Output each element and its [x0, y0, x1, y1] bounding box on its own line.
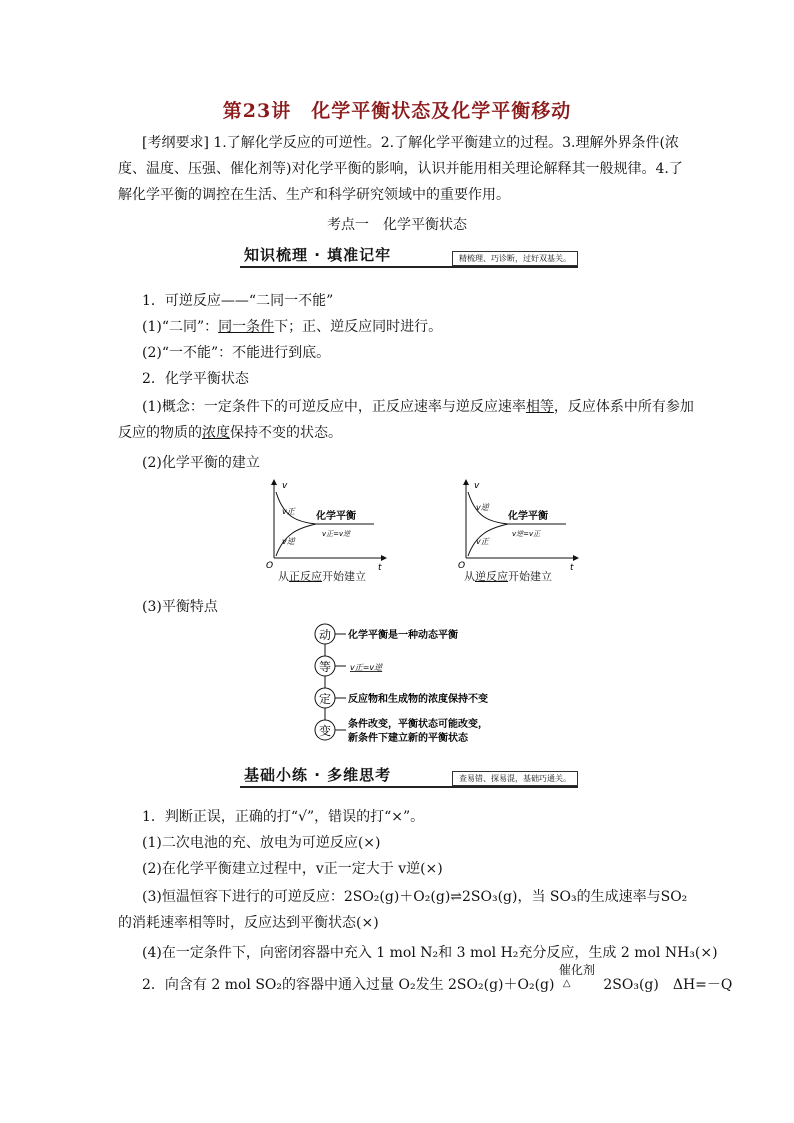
kp-item-2: 2．化学平衡状态	[142, 371, 249, 387]
feature-bian	[315, 717, 488, 744]
y-axis-label: v	[474, 481, 480, 491]
kp-item-2c: (3)平衡特点	[142, 599, 218, 615]
feature-deng	[315, 656, 383, 676]
eq-label: v正=v逆	[322, 530, 351, 538]
band-tag: 精梳理、巧诊断，过好双基关。	[452, 251, 578, 266]
band-heading: 基础小练 · 多维思考	[244, 766, 392, 784]
requirements-label: [考纲要求]	[142, 135, 209, 151]
y-axis-label: v	[282, 481, 288, 491]
section-band-knowledge	[240, 244, 578, 270]
feature-char: 动	[319, 628, 332, 642]
equilibrium-features-diagram	[308, 620, 528, 748]
requirements-text: 1.了解化学反应的可逆性。2.了解化学平衡建立的过程。3.理解外界条件(浓度、温度、压强、催化剂等)对化学平衡的影响，认识并能用相关理论解释其一般规律。4.了解化学平衡的调控在生活、生产和科学研究领域中的重要作用。	[118, 135, 683, 203]
lower-curve-label: v逆	[282, 537, 295, 546]
section-title: 考点一 化学平衡状态	[327, 217, 467, 233]
band-heading: 知识梳理 · 填准记牢	[244, 246, 392, 264]
eq-title: 化学平衡	[508, 511, 548, 522]
band-tag: 查易错、探易混，基础巧通关。	[452, 771, 578, 786]
feature-char: 等	[319, 660, 332, 674]
graph-caption-forward: 从正反应开始建立	[278, 570, 366, 583]
heat-label: △	[562, 978, 571, 989]
origin-label: O	[266, 561, 274, 571]
kp-item-1b: (2)“一不能”：不能进行到底。	[142, 345, 331, 361]
upper-curve-label: v正	[282, 507, 295, 516]
origin-label: O	[458, 561, 466, 571]
practice-q2: 2．向含有 2 mol SO₂的容器中通入过量 O₂发生 2SO₂(g)＋O₂(g) 催化剂 △ 2SO₃(g) ΔH=－Q	[142, 963, 733, 993]
feature-ding	[315, 688, 488, 708]
practice-q1d: (4)在一定条件下，向密闭容器中充入 1 mol N₂和 3 mol H₂充分反应，生成 2 mol NH₃(×)	[142, 945, 718, 961]
section-band-practice	[240, 764, 578, 790]
lower-curve-label: v正	[476, 537, 489, 546]
kp-item-1a: (1)“二同”：同一条件下；正、逆反应同时进行。	[142, 319, 443, 335]
practice-q1a: (1)二次电池的充、放电为可逆反应(×)	[142, 835, 381, 851]
kp-item-2b: (2)化学平衡的建立	[142, 455, 260, 471]
kp-item-1: 1．可逆反应——“二同一不能”	[142, 293, 334, 309]
kp-item-2a: (1)概念：一定条件下的可逆反应中，正反应速率与逆反应速率相等，反应体系中所有参加反应的物质的浓度保持不变的状态。	[118, 399, 694, 441]
feature-char: 变	[319, 724, 332, 738]
requirements	[118, 130, 694, 208]
x-axis-label: t	[378, 563, 382, 573]
eq-label: v逆=v正	[512, 530, 541, 538]
reaction-arrow	[558, 963, 599, 989]
catalyst-label: 催化剂	[558, 963, 595, 977]
upper-curve-label: v逆	[476, 503, 489, 512]
feature-text: 条件改变，平衡状态可能改变，	[348, 719, 488, 730]
practice-q1c: (3)恒温恒容下进行的可逆反应：2SO₂(g)＋O₂(g)⇌2SO₃(g)，当 SO₃的生成速率与SO₂的消耗速率相等时，反应达到平衡状态(×)	[118, 889, 688, 931]
practice-q1b: (2)在化学平衡建立过程中，v正一定大于 v逆(×)	[142, 861, 443, 877]
band-rule	[240, 266, 578, 268]
band-rule	[240, 786, 578, 788]
practice-q1: 1．判断正误，正确的打“√”，错误的打“×”。	[142, 809, 425, 825]
feature-text: v正=v逆	[350, 663, 383, 672]
feature-char: 定	[319, 692, 332, 706]
page-title: 第23讲 化学平衡状态及化学平衡移动	[222, 100, 572, 122]
feature-dong	[315, 624, 458, 644]
feature-text: 化学平衡是一种动态平衡	[348, 630, 458, 641]
x-axis-label: t	[570, 563, 574, 573]
graph-caption-reverse: 从逆反应开始建立	[464, 570, 552, 583]
eq-title: 化学平衡	[316, 511, 356, 522]
feature-text: 反应物和生成物的浓度保持不变	[348, 694, 488, 705]
feature-text-2: 新条件下建立新的平衡状态	[348, 733, 468, 744]
